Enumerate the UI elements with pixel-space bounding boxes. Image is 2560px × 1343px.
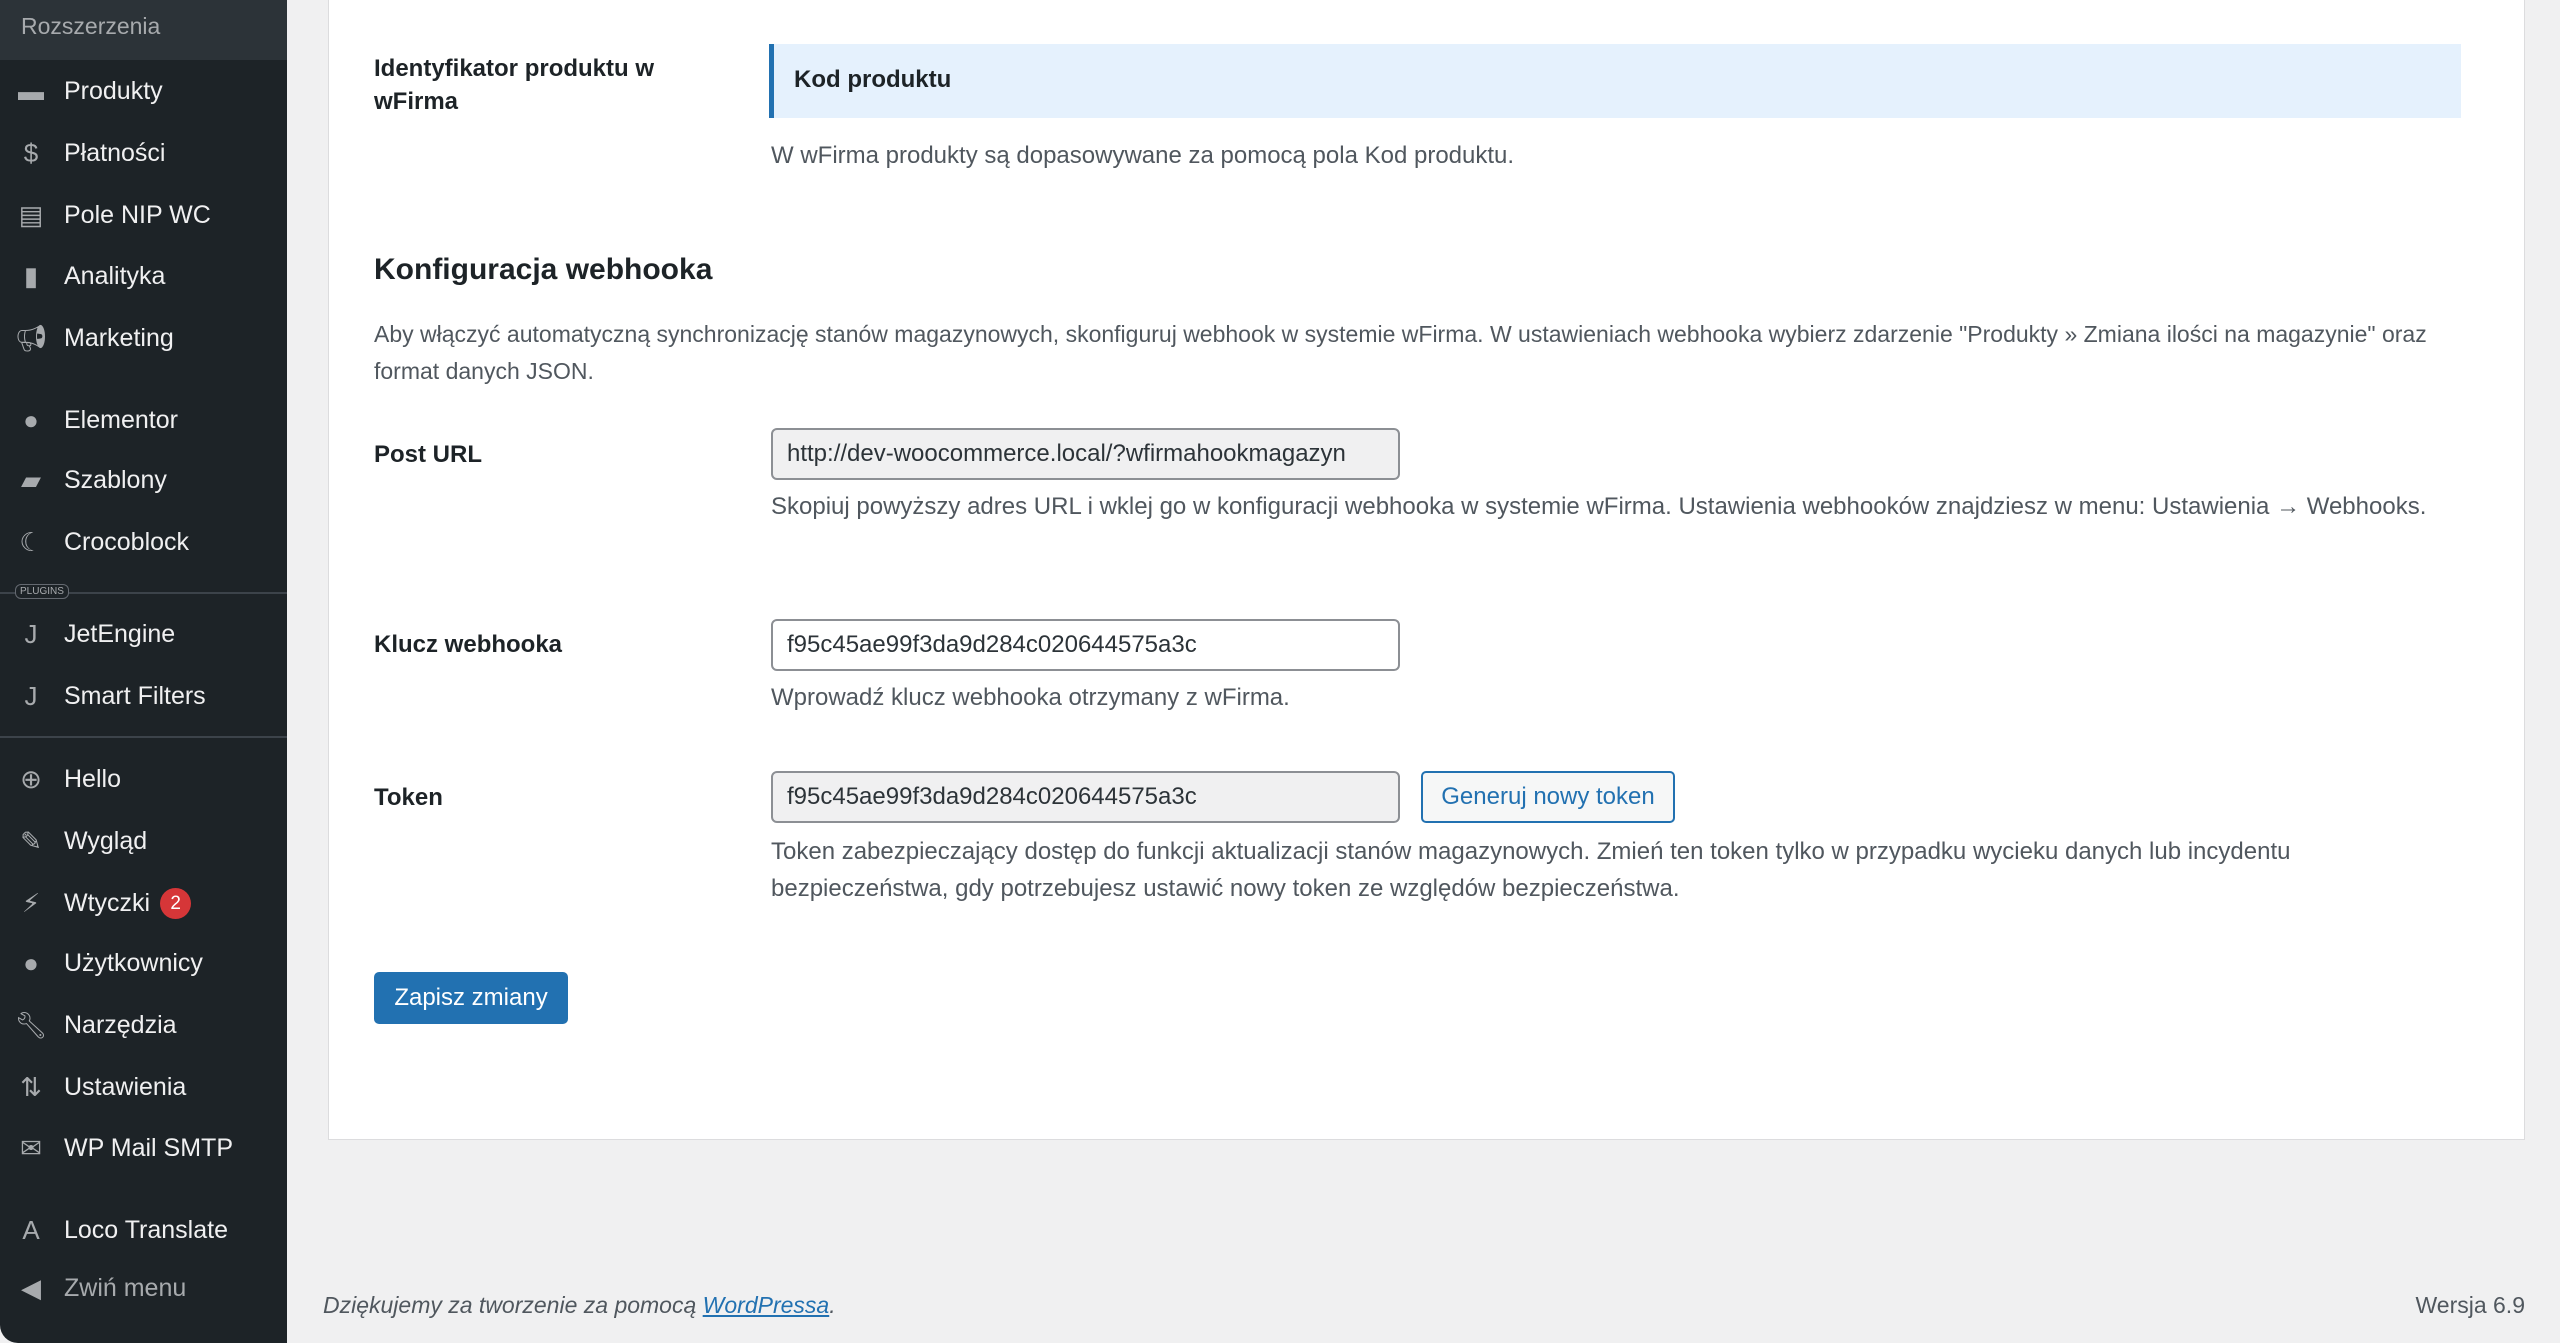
post-url-label: Post URL	[374, 441, 482, 468]
sidebar-item-label: Ustawienia	[64, 1072, 187, 1101]
sidebar-item-marketing[interactable]	[0, 310, 287, 366]
megaphone-icon: 📢︎	[14, 322, 48, 353]
mail-icon: ✉	[20, 1132, 42, 1163]
sidebar-item-narzędzia[interactable]	[0, 997, 287, 1053]
sidebar-item-label: Elementor	[64, 405, 178, 434]
save-changes-button[interactable]: Zapisz zmiany	[374, 972, 568, 1024]
user-icon: ●	[23, 947, 39, 978]
token-description: Token zabezpieczający dostęp do funkcji aktualizacji stanów magazynowych. Zmień ten token tylko w przypadku wycieku danych lub incydentu bezpieczeństwa, gdy potrzebujesz ustawić nowy token ze względów bezpieczeństwa.	[771, 838, 2291, 902]
sidebar-item-label: Szablony	[64, 465, 167, 494]
wrench-icon: 🔧︎	[14, 1009, 48, 1040]
product-id-description: W wFirma produkty są dopasowywane za pomocą pola Kod produktu.	[771, 142, 1515, 169]
elementor-icon: ●	[23, 404, 39, 435]
sidebar-item-label: Pole NIP WC	[64, 200, 211, 229]
sidebar-item-label: Smart Filters	[64, 681, 206, 710]
footer-suffix: .	[829, 1292, 836, 1318]
webhook-key-input[interactable]: f95c45ae99f3da9d284c020644575a3c	[771, 619, 1400, 671]
sidebar-item-label: Płatności	[64, 138, 166, 167]
sidebar-item-hello[interactable]	[0, 751, 287, 807]
sidebar-item-label: Wtyczki	[64, 888, 151, 917]
product-id-notice: Kod produktu	[769, 44, 2461, 118]
sidebar-item-użytkownicy[interactable]	[0, 935, 287, 991]
paintbrush-icon: ✎	[20, 825, 42, 856]
webhook-key-description: Wprowadź klucz webhooka otrzymany z wFirma.	[771, 684, 1290, 711]
post-url-description: Skopiuj powyższy adres URL i wklej go w konfiguracji webhooka w systemie wFirma. Ustawienia webhooków znajdziesz w menu: Ustawienia → Webhooks.	[771, 493, 2427, 520]
footer-text	[323, 1292, 836, 1319]
webhook-intro: Aby włączyć automatyczną synchronizację stanów magazynowych, skonfiguruj webhook w systemie wFirma. W ustawieniach webhooka wybierz zdarzenie "Produkty » Zmiana ilości na magazynie" oraz format danych JSON.	[374, 321, 2427, 384]
sidebar-item-label: Hello	[64, 764, 121, 793]
jet-icon: J	[24, 618, 38, 649]
version-text: Wersja 6.9	[2415, 1292, 2525, 1318]
sidebar-item-pole-nip-wc[interactable]	[0, 187, 287, 243]
wordpress-link[interactable]: WordPressa	[702, 1292, 830, 1318]
payment-icon: $	[23, 137, 39, 168]
sidebar-item-label: Produkty	[64, 76, 163, 105]
jet-icon: J	[24, 680, 38, 711]
sidebar-item-produkty[interactable]	[0, 63, 287, 119]
plus-circle-icon: ⊕	[20, 763, 42, 794]
sidebar-item-wtyczki[interactable]	[0, 875, 287, 931]
sidebar-item-label: Marketing	[64, 323, 174, 352]
sidebar-item-label: Zwiń menu	[64, 1273, 187, 1302]
sidebar-item-analityka[interactable]	[0, 248, 287, 304]
id-card-icon: ▤	[18, 199, 44, 230]
sidebar-item-płatności[interactable]	[0, 125, 287, 181]
bar-chart-icon: ▮	[23, 260, 39, 291]
sidebar-item-elementor[interactable]	[0, 392, 287, 448]
sidebar-item-label: WP Mail SMTP	[64, 1133, 233, 1162]
sidebar-item-label: Loco Translate	[64, 1215, 228, 1244]
plugins-label: PLUGINS	[15, 584, 69, 599]
sidebar-item-label: Wygląd	[64, 826, 148, 855]
sidebar-item-loco-translate[interactable]	[0, 1202, 287, 1258]
sidebar-item-wp-mail-smtp[interactable]	[0, 1120, 287, 1176]
admin-sidebar	[0, 0, 287, 1343]
token-label: Token	[374, 784, 443, 811]
collapse-icon: ◀	[21, 1272, 41, 1303]
sidebar-item-zwiń-menu[interactable]	[0, 1260, 287, 1316]
sidebar-item-label: Narzędzia	[64, 1010, 177, 1039]
sidebar-item-crocoblock[interactable]	[0, 514, 287, 570]
archive-icon: ▬	[18, 75, 44, 106]
sidebar-item-ustawienia[interactable]	[0, 1059, 287, 1115]
sidebar-item-smart-filters[interactable]	[0, 668, 287, 724]
update-count-badge: 2	[160, 888, 191, 919]
separator	[0, 736, 287, 738]
product-id-label: Identyfikator produktu w wFirma	[374, 55, 655, 115]
sidebar-item-label: JetEngine	[64, 619, 176, 648]
crocoblock-icon: ☾	[19, 526, 43, 557]
token-input[interactable]: f95c45ae99f3da9d284c020644575a3c	[771, 771, 1400, 823]
sidebar-item-rozszerzenia[interactable]: Rozszerzenia	[0, 0, 287, 60]
webhook-key-label: Klucz webhooka	[374, 631, 563, 658]
sidebar-item-label: Analityka	[64, 261, 166, 290]
sidebar-item-wygląd[interactable]	[0, 813, 287, 869]
webhook-section-title: Konfiguracja webhooka	[374, 253, 713, 286]
sidebar-item-szablony[interactable]	[0, 452, 287, 508]
sidebar-item-jetengine[interactable]	[0, 606, 287, 662]
translate-icon: A	[22, 1214, 40, 1245]
sidebar-item-label: Crocoblock	[64, 527, 190, 556]
folder-icon: ▰	[21, 464, 41, 495]
footer-prefix: Dziękujemy za tworzenie za pomocą	[323, 1292, 703, 1318]
post-url-input[interactable]: http://dev-woocommerce.local/?wfirmahookmagazyn	[771, 428, 1400, 480]
sidebar-item-label: Użytkownicy	[64, 948, 203, 977]
settings-icon: ⇅	[20, 1071, 42, 1102]
generate-token-button[interactable]: Generuj nowy token	[1421, 771, 1675, 823]
plugin-icon: ⚡︎	[21, 887, 41, 918]
